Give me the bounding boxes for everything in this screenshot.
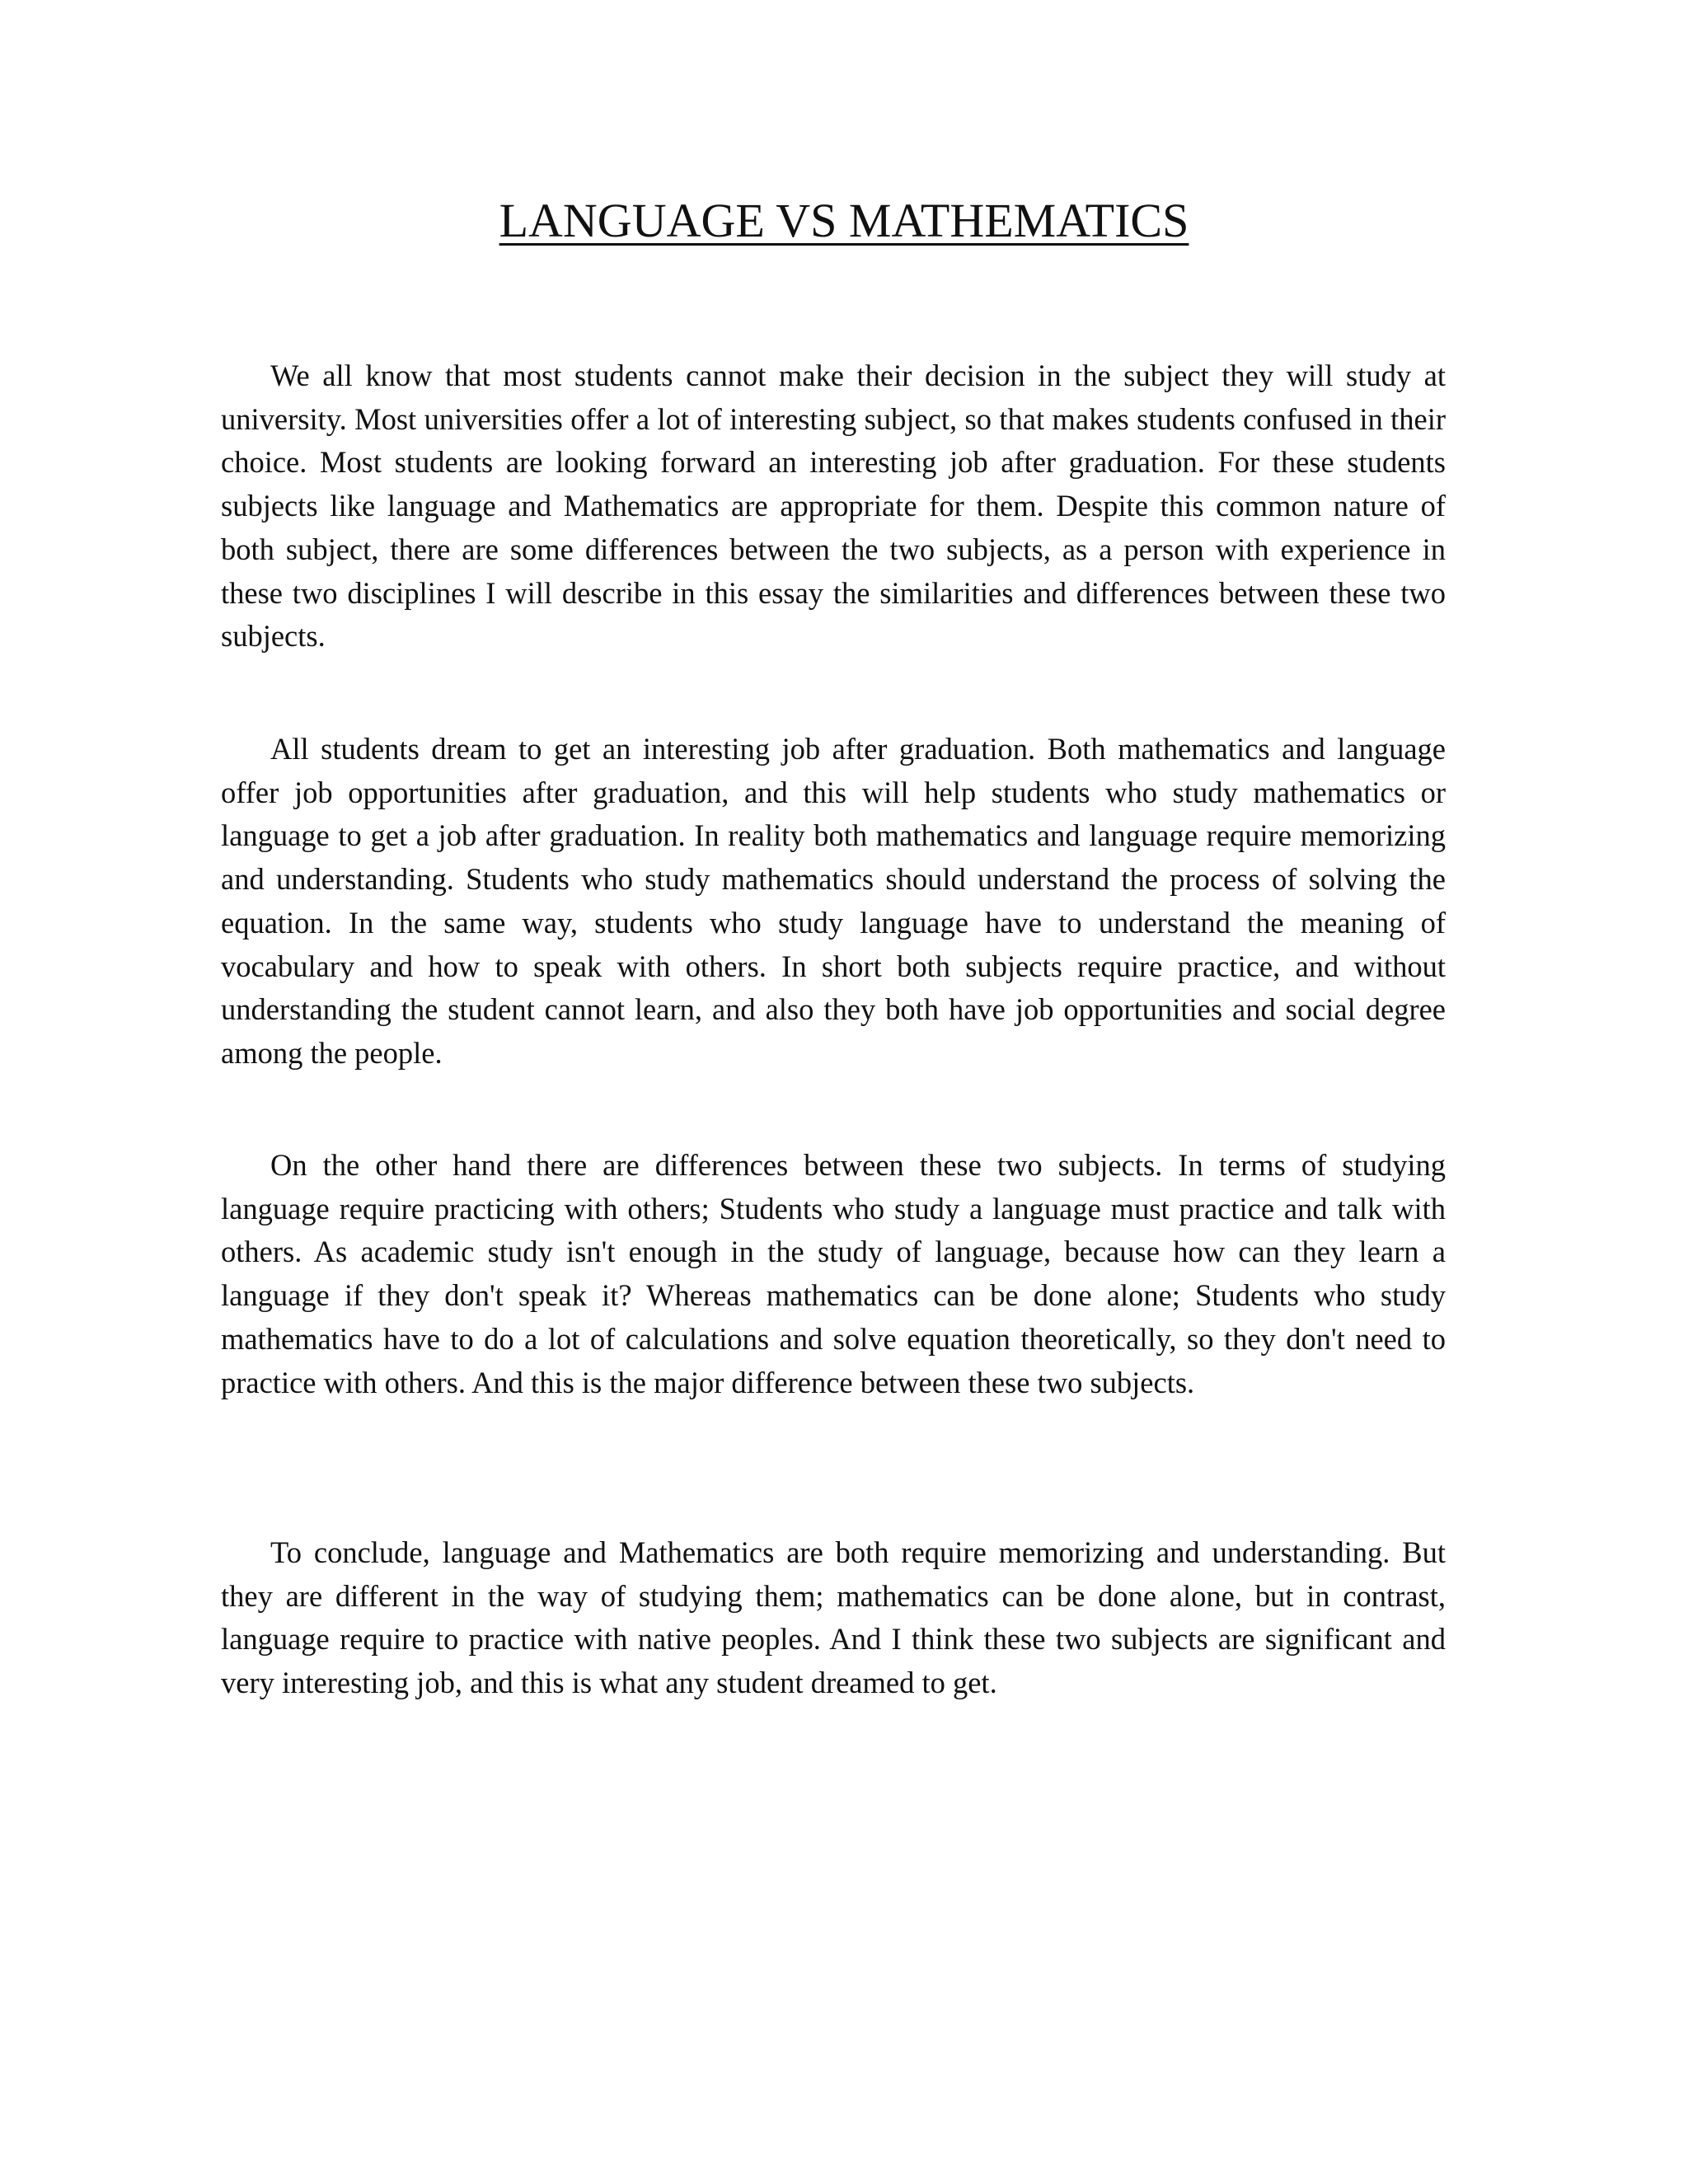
document-title bbox=[0, 192, 1688, 250]
paragraph-similarities: All students dream to get an interesting job after graduation. Both mathematics and language offer job opportunities after graduation, and this will help students who study mathematics or language to get a job after graduation. In reality both mathematics and language require memorizing and understanding. Students who study mathematics should understand the process of solving the equation. In the same way, students who study language have to understand the meaning of vocabulary and how to speak with others. In short both subjects require practice, and without understanding the student cannot learn, and also they both have job opportunities and social degree among the people. bbox=[221, 732, 1446, 1070]
paragraph-differences: On the other hand there are differences between these two subjects. In terms of studying language require practicing with others; Students who study a language must practice and talk with others. As academic study isn't enough in the study of language, because how can they learn a language if they don't speak it? Whereas mathematics can be done alone; Students who study mathematics have to do a lot of calculations and solve equation theoretically, so they don't need to practice with others. And this is the major difference between these two subjects. bbox=[221, 1148, 1446, 1399]
paragraph-conclusion: To conclude, language and Mathematics are both require memorizing and understanding. But they are different in the way of studying them; mathematics can be done alone, but in contrast, language require to practice with native peoples. And I think these two subjects are significant and very interesting job, and this is what any student dreamed to get. bbox=[221, 1535, 1446, 1700]
paragraph-introduction: We all know that most students cannot make their decision in the subject they will study at university. Most universities offer a lot of interesting subject, so that makes students confused in their choice. Most students are looking forward an interesting job after graduation. For these students subjects like language and Mathematics are appropriate for them. Despite this common nature of both subject, there are some differences between the two subjects, as a person with experience in these two disciplines I will describe in this essay the similarities and differences between these two subjects. bbox=[221, 359, 1446, 654]
document-title-text: LANGUAGE VS MATHEMATICS bbox=[499, 194, 1189, 247]
